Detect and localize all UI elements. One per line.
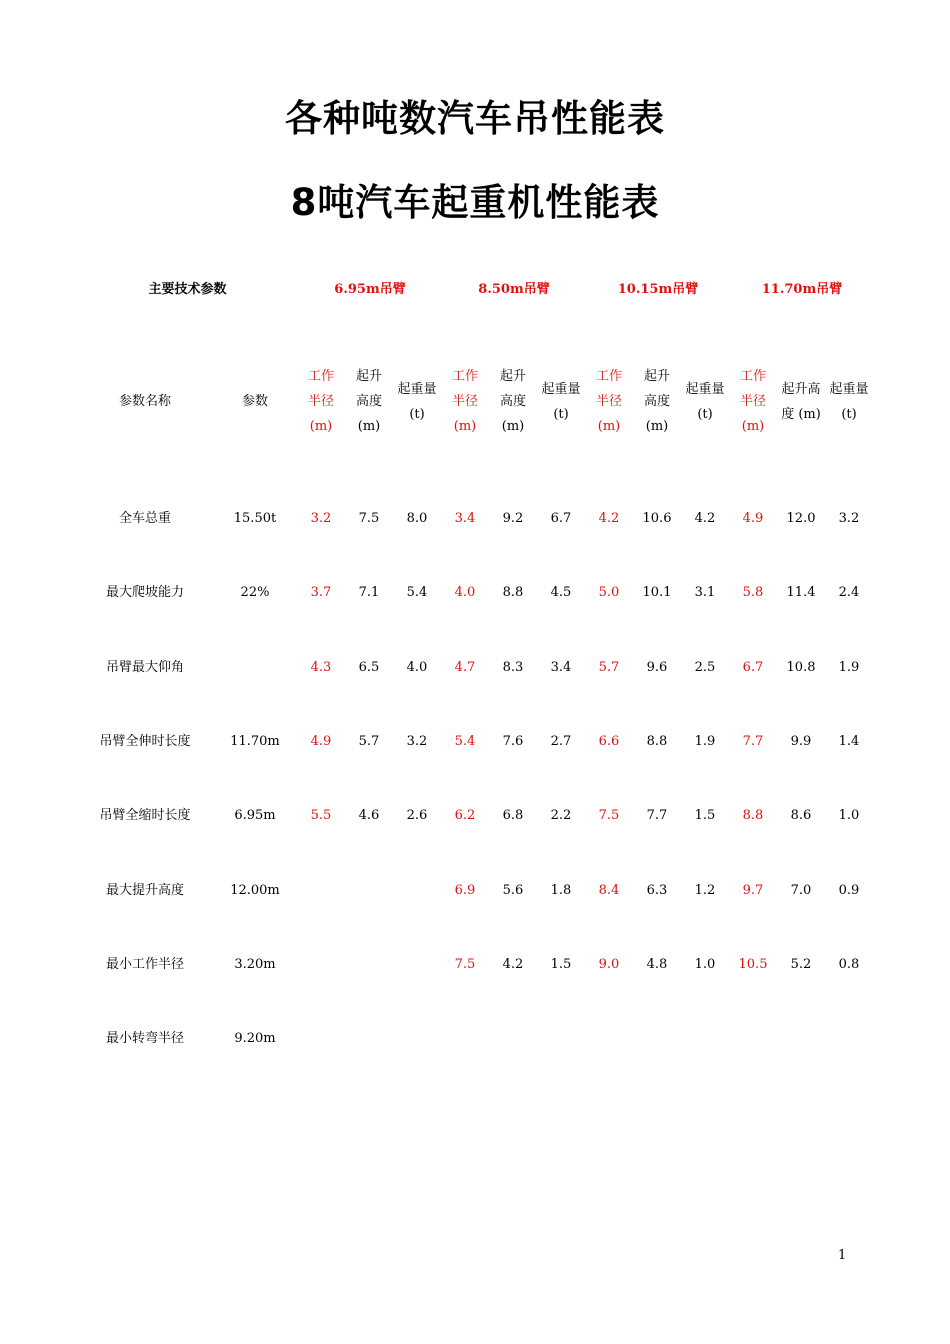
row-name: 最小工作半径: [105, 957, 184, 972]
cell-height: 7.1: [358, 585, 380, 600]
page-number: 1: [838, 1248, 847, 1263]
boom-group-label: 8.50m吊臂: [478, 282, 550, 297]
cell-height: 9.6: [646, 660, 668, 675]
header-line: 起升: [355, 369, 382, 384]
cell-height: 4.6: [358, 808, 380, 823]
header-line: 高度: [499, 394, 526, 409]
header-line: 工作: [451, 369, 478, 384]
header-param: 参数: [241, 394, 268, 409]
cell-height: 8.6: [790, 808, 812, 823]
cell-height: 7.7: [646, 808, 668, 823]
header-line: (m): [597, 419, 621, 434]
cell-load: 3.1: [694, 585, 716, 600]
cell-load: 1.0: [838, 808, 860, 823]
cell-radius: 5.0: [598, 585, 620, 600]
row-param: 3.20m: [234, 957, 276, 972]
header-height: [634, 364, 680, 439]
header-line: 半径: [307, 394, 334, 409]
cell-load: 0.9: [838, 883, 860, 898]
cell-radius: 3.2: [310, 511, 332, 526]
cell-height: 12.0: [786, 511, 816, 526]
header-height-last: [778, 377, 824, 427]
cell-height: 4.8: [646, 957, 668, 972]
cell-load: 4.5: [550, 585, 572, 600]
cell-height: 4.2: [502, 957, 524, 972]
row-name: 吊臂全缩时长度: [99, 808, 191, 823]
boom-group-label: 11.70m吊臂: [761, 282, 843, 297]
row-name: 全车总重: [118, 511, 171, 526]
cell-load: 1.4: [838, 734, 860, 749]
header-line: 起升: [499, 369, 526, 384]
cell-radius: 9.7: [742, 883, 764, 898]
header-radius: [730, 364, 776, 439]
header-load: [682, 377, 728, 427]
cell-height: 7.6: [502, 734, 524, 749]
cell-radius: 8.4: [598, 883, 620, 898]
boom-group-label: 10.15m吊臂: [617, 282, 699, 297]
cell-radius: 8.8: [742, 808, 764, 823]
row-param: 12.00m: [230, 883, 280, 898]
header-line: 高度: [355, 394, 382, 409]
cell-radius: 5.5: [310, 808, 332, 823]
header-line: 工作: [739, 369, 766, 384]
header-line: 起重量: [685, 382, 725, 397]
header-line: 起升高: [781, 382, 821, 397]
header-radius: [586, 364, 632, 439]
cell-radius: 5.7: [598, 660, 620, 675]
header-line: (t): [553, 407, 569, 422]
cell-height: 8.3: [502, 660, 524, 675]
cell-load: 1.9: [694, 734, 716, 749]
header-line: (m): [501, 419, 525, 434]
cell-load: 2.4: [838, 585, 860, 600]
cell-load: 8.0: [406, 511, 428, 526]
cell-load: 6.7: [550, 511, 572, 526]
cell-load: 1.8: [550, 883, 572, 898]
cell-load: 1.9: [838, 660, 860, 675]
cell-load: 1.5: [694, 808, 716, 823]
header-line: (m): [645, 419, 669, 434]
boom-group-label: 6.95m吊臂: [334, 282, 406, 297]
cell-load: 5.4: [406, 585, 428, 600]
header-line: (m): [453, 419, 477, 434]
cell-radius: 4.3: [310, 660, 332, 675]
header-line: (t): [697, 407, 713, 422]
header-line: (m): [357, 419, 381, 434]
cell-height: 6.3: [646, 883, 668, 898]
header-line: 半径: [451, 394, 478, 409]
cell-load: 3.4: [550, 660, 572, 675]
header-line: 工作: [595, 369, 622, 384]
cell-height: 7.0: [790, 883, 812, 898]
cell-height: 8.8: [502, 585, 524, 600]
cell-radius: 6.2: [454, 808, 476, 823]
cell-height: 10.1: [642, 585, 672, 600]
cell-height: 5.6: [502, 883, 524, 898]
cell-height: 10.8: [786, 660, 816, 675]
header-line: 半径: [595, 394, 622, 409]
cell-height: 5.2: [790, 957, 812, 972]
row-name: 吊臂全伸时长度: [99, 734, 191, 749]
header-radius: [298, 364, 344, 439]
cell-height: 6.5: [358, 660, 380, 675]
cell-radius: 5.8: [742, 585, 764, 600]
header-line: (m): [741, 419, 765, 434]
row-name: 最小转弯半径: [105, 1031, 184, 1046]
header-line: 起重量: [397, 382, 437, 397]
cell-load: 1.0: [694, 957, 716, 972]
cell-height: 6.8: [502, 808, 524, 823]
header-line: 起重量: [541, 382, 581, 397]
cell-radius: 4.7: [454, 660, 476, 675]
cell-radius: 7.5: [454, 957, 476, 972]
cell-load: 1.5: [550, 957, 572, 972]
page-subtitle: 8吨汽车起重机性能表: [290, 181, 660, 224]
header-line: (t): [841, 407, 857, 422]
header-line: (m): [309, 419, 333, 434]
row-param: 15.50t: [233, 511, 277, 526]
cell-radius: 3.4: [454, 511, 476, 526]
cell-height: 9.2: [502, 511, 524, 526]
header-line: 起重量: [829, 382, 869, 397]
header-line: 起升: [643, 369, 670, 384]
header-line: 高度: [643, 394, 670, 409]
cell-load: 0.8: [838, 957, 860, 972]
cell-radius: 6.6: [598, 734, 620, 749]
section-label: 主要技术参数: [148, 282, 227, 297]
cell-radius: 6.7: [742, 660, 764, 675]
cell-load: 2.5: [694, 660, 716, 675]
cell-load: 4.2: [694, 511, 716, 526]
row-param: 6.95m: [234, 808, 276, 823]
header-load: [826, 377, 872, 427]
cell-load: 4.0: [406, 660, 428, 675]
cell-radius: 4.9: [742, 511, 764, 526]
row-param: 9.20m: [234, 1031, 276, 1046]
row-param: 22%: [240, 585, 270, 600]
header-height: [490, 364, 536, 439]
cell-radius: 5.4: [454, 734, 476, 749]
cell-radius: 9.0: [598, 957, 620, 972]
cell-radius: 4.9: [310, 734, 332, 749]
header-line: 半径: [739, 394, 766, 409]
header-load: [538, 377, 584, 427]
cell-radius: 3.7: [310, 585, 332, 600]
page-title: 各种吨数汽车吊性能表: [285, 97, 665, 140]
header-line: 度 (m): [781, 407, 821, 422]
header-line: (t): [409, 407, 425, 422]
cell-load: 1.2: [694, 883, 716, 898]
cell-load: 2.2: [550, 808, 572, 823]
header-line: 工作: [307, 369, 334, 384]
header-load: [394, 377, 440, 427]
header-height: [346, 364, 392, 439]
cell-load: 3.2: [838, 511, 860, 526]
row-param: 11.70m: [230, 734, 280, 749]
cell-radius: 4.2: [598, 511, 620, 526]
cell-height: 9.9: [790, 734, 812, 749]
row-name: 吊臂最大仰角: [105, 660, 184, 675]
cell-height: 5.7: [358, 734, 380, 749]
header-param-name: 参数名称: [118, 394, 171, 409]
row-name: 最大爬坡能力: [105, 585, 184, 600]
header-radius: [442, 364, 488, 439]
cell-radius: 7.7: [742, 734, 764, 749]
cell-radius: 7.5: [598, 808, 620, 823]
cell-radius: 6.9: [454, 883, 476, 898]
cell-load: 2.6: [406, 808, 428, 823]
cell-load: 3.2: [406, 734, 428, 749]
cell-load: 2.7: [550, 734, 572, 749]
cell-height: 7.5: [358, 511, 380, 526]
cell-height: 8.8: [646, 734, 668, 749]
cell-radius: 4.0: [454, 585, 476, 600]
cell-height: 11.4: [786, 585, 816, 600]
row-name: 最大提升高度: [105, 883, 184, 898]
cell-height: 10.6: [642, 511, 672, 526]
cell-radius: 10.5: [738, 957, 768, 972]
